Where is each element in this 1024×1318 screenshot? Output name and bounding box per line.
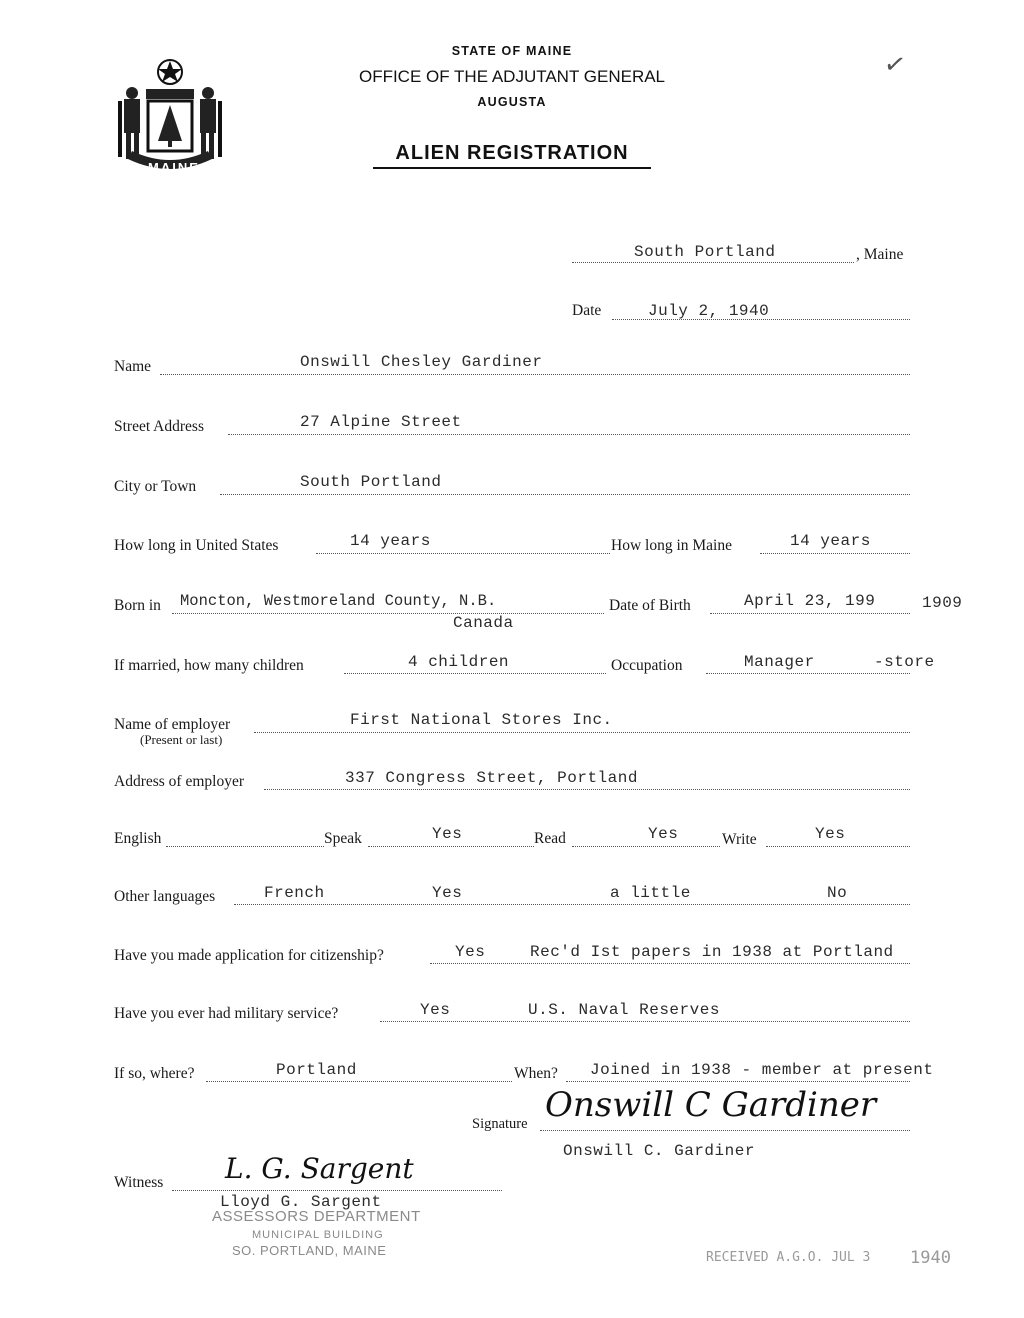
- us-duration-label: How long in United States: [114, 537, 279, 554]
- born-line: [172, 613, 604, 614]
- maine-duration-label: How long in Maine: [611, 537, 732, 554]
- witness-stamp-address: SO. PORTLAND, MAINE: [232, 1243, 387, 1258]
- signature-label: Signature: [472, 1116, 528, 1132]
- street-label: Street Address: [114, 418, 204, 435]
- location-suffix: , Maine: [856, 246, 904, 263]
- speak-label: Speak: [324, 830, 362, 847]
- other-languages-speak: Yes: [432, 884, 463, 902]
- citizenship-label: Have you made application for citizenship?: [114, 947, 384, 964]
- city-line: [220, 494, 910, 495]
- employer-value: First National Stores Inc.: [350, 711, 613, 729]
- employer-label: Name of employer: [114, 716, 231, 733]
- us-duration-value: 14 years: [350, 532, 431, 550]
- employer-sublabel: (Present or last): [140, 732, 223, 747]
- received-stamp: RECEIVED A.G.O. JUL 3: [706, 1250, 871, 1265]
- write-value: Yes: [815, 825, 846, 843]
- seal-text: MAINE: [148, 160, 200, 175]
- location-value: South Portland: [634, 243, 776, 261]
- where-label: If so, where?: [114, 1065, 195, 1082]
- name-label: Name: [114, 358, 152, 375]
- children-value: 4 children: [408, 653, 510, 671]
- name-value: Onswill Chesley Gardiner: [300, 353, 543, 371]
- other-languages-read: a little: [610, 884, 691, 902]
- speak-line: [368, 846, 534, 847]
- other-languages-line: [234, 904, 910, 905]
- children-line: [344, 673, 606, 674]
- military-line: [380, 1021, 910, 1022]
- other-languages-value: French: [264, 884, 325, 902]
- date-label: Date: [572, 302, 602, 319]
- military-detail: U.S. Naval Reserves: [528, 1001, 720, 1019]
- signature-script: Onswill C Gardiner: [545, 1085, 877, 1125]
- read-line: [572, 846, 720, 847]
- read-value: Yes: [648, 825, 679, 843]
- military-value: Yes: [420, 1001, 451, 1019]
- citizenship-detail: Rec'd Ist papers in 1938 at Portland: [530, 943, 894, 961]
- witness-line: [172, 1190, 502, 1191]
- dob-value: April 23, 199: [744, 592, 876, 610]
- us-duration-line: [316, 553, 610, 554]
- other-languages-write: No: [827, 884, 848, 902]
- city-heading: AUGUSTA: [477, 95, 547, 109]
- witness-label: Witness: [114, 1174, 164, 1191]
- signature-line: [540, 1130, 910, 1131]
- witness-stamp-department: ASSESSORS DEPARTMENT: [212, 1208, 421, 1225]
- write-label: Write: [722, 831, 757, 848]
- military-label: Have you ever had military service?: [114, 1005, 339, 1022]
- dob-extra: 1909: [922, 594, 963, 612]
- employer-line: [254, 732, 910, 733]
- employer-address-line: [264, 789, 910, 790]
- write-line: [766, 846, 910, 847]
- employer-address-label: Address of employer: [114, 773, 244, 790]
- born-extra: Canada: [453, 614, 514, 632]
- city-value: South Portland: [300, 473, 442, 491]
- speak-value: Yes: [432, 825, 463, 843]
- street-line: [228, 434, 910, 435]
- when-label: When?: [514, 1065, 558, 1082]
- maine-duration-line: [760, 553, 910, 554]
- english-label: English: [114, 830, 162, 847]
- form-title: ALIEN REGISTRATION: [395, 142, 629, 164]
- city-label: City or Town: [114, 478, 197, 495]
- dob-label: Date of Birth: [609, 597, 691, 614]
- date-value: July 2, 1940: [648, 302, 770, 320]
- street-value: 27 Alpine Street: [300, 413, 462, 431]
- citizenship-line: [430, 963, 910, 964]
- where-value: Portland: [276, 1061, 357, 1079]
- where-line: [206, 1081, 512, 1082]
- dob-line: [710, 613, 910, 614]
- employer-address-value: 337 Congress Street, Portland: [345, 769, 638, 787]
- occupation-extra: -store: [874, 653, 935, 671]
- signature-typed: Onswill C. Gardiner: [563, 1142, 755, 1160]
- read-label: Read: [534, 830, 566, 847]
- title-underline: [373, 167, 651, 169]
- when-line: [566, 1081, 910, 1082]
- born-value: Moncton, Westmoreland County, N.B.: [180, 592, 497, 610]
- state-heading: STATE OF MAINE: [451, 44, 573, 58]
- received-stamp-year: 1940: [910, 1248, 951, 1268]
- location-line: [572, 262, 854, 263]
- when-value: Joined in 1938 - member at present: [590, 1061, 934, 1079]
- witness-typed: Lloyd G. Sargent: [220, 1193, 382, 1211]
- check-mark: ✓: [881, 48, 909, 81]
- maine-duration-value: 14 years: [790, 532, 871, 550]
- witness-script: L. G. Sargent: [225, 1152, 414, 1185]
- citizenship-value: Yes: [455, 943, 486, 961]
- occupation-value: Manager: [744, 653, 815, 671]
- name-line: [160, 374, 910, 375]
- other-languages-label: Other languages: [114, 888, 216, 905]
- occupation-label: Occupation: [611, 657, 683, 674]
- witness-stamp-building: MUNICIPAL BUILDING: [252, 1229, 384, 1241]
- born-label: Born in: [114, 597, 161, 614]
- office-heading: OFFICE OF THE ADJUTANT GENERAL: [358, 67, 666, 86]
- english-line: [166, 846, 324, 847]
- children-label: If married, how many children: [114, 657, 304, 674]
- occupation-line: [706, 673, 910, 674]
